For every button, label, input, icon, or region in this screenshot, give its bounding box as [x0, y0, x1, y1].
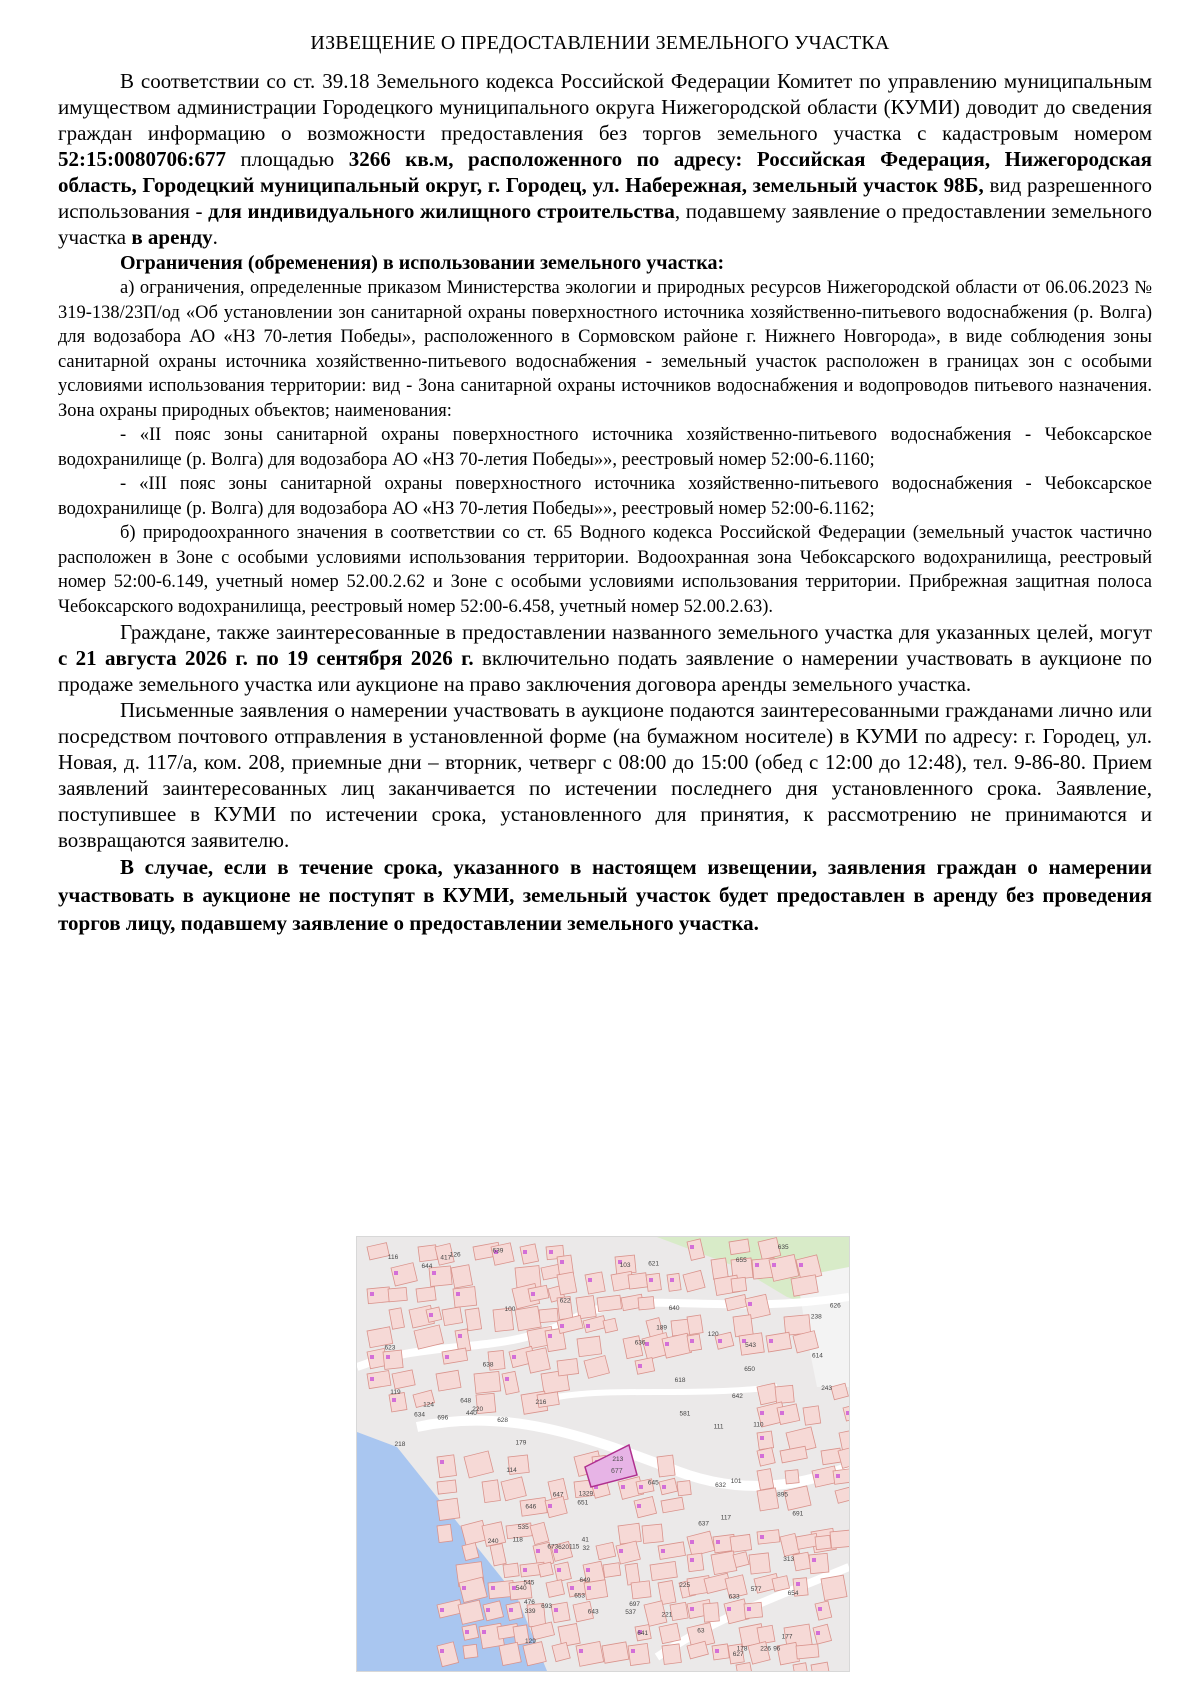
map-parcel-label: 110	[753, 1421, 764, 1429]
map-parcel	[465, 1308, 482, 1331]
map-building	[557, 1568, 561, 1572]
intro-paragraph	[58, 68, 1152, 250]
map-parcel	[772, 1576, 790, 1592]
map-parcel-label: 643	[587, 1608, 599, 1616]
map-building	[772, 1263, 776, 1267]
map-building	[796, 1582, 800, 1586]
map-building	[445, 1355, 449, 1359]
map-parcel	[659, 1623, 680, 1643]
map-parcel-label: 103	[619, 1262, 631, 1270]
map-parcel	[744, 1602, 763, 1618]
map-parcel-label: 440	[466, 1409, 477, 1417]
map-building	[621, 1485, 625, 1489]
map-parcel-label: 226	[760, 1645, 772, 1653]
map-building	[505, 1377, 509, 1381]
map-parcel-label: 339	[524, 1607, 536, 1615]
map-parcel	[436, 1370, 461, 1391]
map-parcel	[538, 1562, 553, 1577]
map-parcel-label: 111	[713, 1423, 724, 1431]
map-parcel-label: 642	[732, 1393, 743, 1400]
map-parcel-label: 895	[777, 1491, 788, 1499]
map-parcel	[749, 1553, 770, 1574]
map-parcel-label: 124	[423, 1401, 434, 1409]
map-parcel	[416, 1287, 436, 1302]
map-parcel	[618, 1523, 641, 1544]
map-parcel-label: 627	[732, 1651, 744, 1658]
intro-text-2: площадью	[225, 147, 349, 171]
map-parcel-label: 96	[773, 1645, 781, 1653]
map-parcel	[670, 1602, 688, 1620]
map-parcel	[603, 1563, 621, 1578]
map-building	[716, 1540, 720, 1544]
map-parcel	[463, 1644, 478, 1658]
lease-term: в аренду	[131, 225, 213, 249]
map-building	[639, 1485, 643, 1489]
map-parcel	[539, 1308, 558, 1322]
map-parcel-label: 621	[648, 1260, 660, 1268]
map-parcel-label: 646	[525, 1503, 537, 1511]
map-parcel-label: 654	[787, 1590, 799, 1598]
map-parcel-label: 225	[679, 1581, 691, 1589]
map-parcel	[757, 1383, 778, 1405]
map-building	[586, 1568, 590, 1572]
map-parcel	[712, 1644, 729, 1660]
map-parcel-label: 640	[668, 1304, 680, 1312]
map-parcel	[451, 1265, 473, 1288]
map-building	[755, 1263, 759, 1267]
map-parcel	[809, 1553, 829, 1573]
map-building	[649, 1278, 653, 1282]
map-building	[536, 1549, 540, 1553]
map-parcel-label: 691	[792, 1510, 804, 1518]
map-parcel-label: 648	[460, 1397, 472, 1405]
map-parcel	[546, 1580, 564, 1598]
map-building	[370, 1355, 374, 1359]
map-building	[619, 1549, 623, 1553]
map-parcel	[646, 1273, 661, 1291]
map-parcel-label: 178	[736, 1645, 748, 1653]
map-parcel-label: 540	[515, 1585, 527, 1593]
map-building	[818, 1607, 822, 1611]
map-building	[531, 1292, 535, 1296]
map-building	[662, 1485, 666, 1489]
map-parcel-label: 639	[492, 1247, 504, 1255]
map-parcel	[733, 1552, 749, 1568]
map-parcel-label: 216	[535, 1398, 547, 1406]
map-parcel-label: 635	[777, 1244, 789, 1251]
map-building	[645, 1342, 649, 1346]
map-parcel-label: 189	[656, 1324, 668, 1332]
map-parcel-label: 651	[577, 1499, 589, 1507]
map-parcel-label: 649	[579, 1577, 591, 1584]
map-parcel	[602, 1642, 629, 1663]
map-parcel	[429, 1266, 452, 1286]
map-building	[554, 1608, 558, 1612]
cadastral-map	[356, 1236, 850, 1672]
map-parcel-label: 623	[384, 1344, 396, 1352]
map-parcel-label: 118	[512, 1536, 523, 1544]
map-parcel	[662, 1644, 681, 1665]
map-building	[665, 1342, 669, 1346]
map-parcel	[437, 1480, 457, 1494]
map-parcel	[523, 1642, 546, 1666]
map-parcel-label: 545	[523, 1579, 535, 1587]
final-paragraph: В случае, если в течение срока, указанного в настоящем извещении, заявления граждан о намерении участвовать в аукционе не поступят в КУМИ, земельный участок будет предоставлен в аренду без проведения торгов лицу, подавшему заявление о предоставлении земельного участка.	[58, 855, 1152, 935]
map-building	[690, 1607, 694, 1611]
map-parcel	[803, 1406, 821, 1425]
map-building	[465, 1630, 469, 1634]
map-parcel	[711, 1258, 728, 1280]
map-building	[548, 1504, 552, 1508]
map-parcel	[830, 1530, 849, 1549]
map-building	[690, 1339, 694, 1343]
map-parcel-label: 100	[504, 1306, 516, 1314]
map-parcel	[418, 1245, 438, 1262]
map-building	[661, 1549, 665, 1553]
map-parcel	[757, 1625, 775, 1644]
map-parcel	[793, 1552, 811, 1571]
map-parcel	[796, 1644, 819, 1659]
map-parcel-label: 243	[821, 1385, 833, 1392]
map-parcel	[453, 1287, 477, 1308]
map-parcel-label: 647	[552, 1491, 564, 1499]
map-parcel	[785, 1470, 799, 1484]
map-building	[370, 1292, 374, 1296]
map-building	[523, 1568, 527, 1572]
map-parcel	[558, 1623, 580, 1646]
map-parcel	[597, 1295, 622, 1311]
map-parcel	[426, 1307, 442, 1322]
map-parcel	[821, 1575, 847, 1600]
map-building	[815, 1474, 819, 1478]
map-building	[570, 1586, 574, 1590]
map-building	[631, 1649, 635, 1653]
intro-text-4: , подавшему заявление о предоставлении земельного участка	[58, 199, 1152, 249]
map-parcel	[388, 1287, 407, 1301]
map-parcel-label: 115	[569, 1543, 580, 1551]
map-parcel-label: 581	[679, 1410, 691, 1418]
map-building	[560, 1324, 564, 1328]
map-parcel	[711, 1551, 737, 1575]
map-parcel	[757, 1448, 775, 1466]
map-parcel	[503, 1563, 519, 1577]
map-parcel-label: 221	[661, 1611, 673, 1619]
map-parcel-label: 218	[394, 1441, 406, 1449]
map-parcel	[437, 1498, 460, 1520]
map-parcel	[757, 1469, 774, 1490]
map-parcel-label: 653	[574, 1592, 586, 1600]
map-parcel-label: 126	[449, 1251, 461, 1259]
map-parcel-label: 41	[581, 1536, 589, 1544]
map-parcel-label: 476	[524, 1599, 535, 1607]
map-parcel-label: 101	[730, 1477, 742, 1485]
map-parcel-label: 32	[582, 1545, 590, 1553]
map-parcel	[551, 1602, 570, 1623]
target-parcel-label: 677	[611, 1468, 623, 1475]
map-parcel	[642, 1524, 663, 1543]
map-building	[718, 1339, 722, 1343]
map-building	[799, 1263, 803, 1267]
map-building	[690, 1558, 694, 1562]
map-building	[456, 1292, 460, 1296]
map-building	[370, 1377, 374, 1381]
map-parcel	[499, 1642, 521, 1665]
map-building	[670, 1278, 674, 1282]
map-parcel	[757, 1431, 774, 1450]
map-building	[715, 1649, 719, 1653]
map-parcel	[437, 1455, 456, 1478]
permitted-use: для индивидуального жилищного строительства	[208, 199, 675, 223]
map-parcel-label: 116	[387, 1254, 399, 1262]
map-building	[491, 1586, 495, 1590]
map-parcel	[635, 1358, 655, 1375]
map-building	[690, 1540, 694, 1544]
map-parcel-label: 535	[517, 1524, 529, 1532]
map-building	[780, 1411, 784, 1415]
map-parcel-label: 117	[720, 1514, 732, 1522]
map-parcel-label: 543	[745, 1342, 756, 1350]
application-dates: с 21 августа 2026 г. по 19 сентября 2026 г.	[58, 646, 474, 670]
map-parcel	[557, 1272, 577, 1295]
map-building	[769, 1339, 773, 1343]
map-building	[432, 1271, 436, 1275]
zone-iii-item: - «III пояс зоны санитарной охраны поверхностного источника хозяйственно-питьевого водоснабжения - Чебоксарское водохранилище (р. Волга) для водозабора АО «НЗ 70-летия Победы»», реестровый номер 52:00-6.1162;	[58, 474, 1152, 519]
map-parcel	[557, 1359, 579, 1376]
map-parcel-label: 622	[559, 1297, 571, 1305]
map-parcel-label: 645	[647, 1479, 659, 1487]
map-building	[386, 1355, 390, 1359]
map-parcel	[442, 1307, 463, 1326]
map-parcel-label: 636	[634, 1339, 646, 1347]
map-building	[816, 1631, 820, 1635]
map-parcel	[383, 1350, 403, 1369]
restrictions-heading: Ограничения (обременения) в использовании земельного участка:	[120, 252, 725, 274]
map-parcel	[577, 1336, 602, 1357]
map-building	[523, 1250, 527, 1254]
map-parcel-label: 641	[637, 1630, 649, 1637]
map-parcel-label: 238	[810, 1313, 822, 1321]
map-building	[760, 1411, 764, 1415]
map-parcel-label: 638	[482, 1361, 494, 1369]
map-building	[462, 1586, 466, 1590]
map-building	[458, 1334, 462, 1338]
map-parcel-label: 213	[612, 1455, 624, 1463]
map-parcel	[585, 1272, 605, 1294]
map-building	[512, 1355, 516, 1359]
map-parcel-label: 626	[829, 1302, 841, 1310]
map-parcel	[576, 1641, 604, 1666]
map-building	[727, 1607, 731, 1611]
map-parcel	[638, 1297, 654, 1310]
map-parcel	[628, 1273, 648, 1289]
map-parcel-label: 620	[558, 1544, 569, 1552]
map-parcel	[474, 1371, 501, 1393]
map-parcel	[687, 1315, 703, 1335]
intro-text-1: В соответствии со ст. 39.18 Земельного кодекса Российской Федерации Комитет по управлению муниципальным имуществом администрации Городецкого муниципального округа Нижегородской области (КУМИ) доводит до сведения граждан информацию о возможности предоставления без торгов земельного участка с кадастровым номером	[58, 69, 1152, 145]
cadastral-number: 52:15:0080706:677	[58, 147, 226, 171]
map-parcel	[603, 1318, 618, 1333]
map-parcel-label: 220	[472, 1406, 484, 1414]
citizens-text-1: Граждане, также заинтересованные в предоставлении названного земельного участка для указанных целей, могут	[120, 620, 1152, 644]
zone-ii-item: - «II пояс зоны санитарной охраны поверхностного источника хозяйственно-питьевого водоснабжения - Чебоксарское водохранилище (р. Волга) для водозабора АО «НЗ 70-летия Победы»», реестровый номер 52:00-6.1160;	[58, 425, 1152, 470]
map-parcel-label: 1329	[578, 1490, 594, 1498]
map-parcel-label: 313	[783, 1555, 795, 1563]
map-building	[747, 1607, 751, 1611]
map-building	[760, 1535, 764, 1539]
page-title: ИЗВЕЩЕНИЕ О ПРЕДОСТАВЛЕНИИ ЗЕМЕЛЬНОГО УЧАСТКА	[310, 32, 890, 54]
map-building	[394, 1271, 398, 1275]
map-parcel	[657, 1455, 675, 1477]
map-building	[509, 1608, 513, 1612]
intro-text-3: вид разрешенного использования -	[58, 173, 1152, 223]
map-parcel-label: 697	[629, 1601, 641, 1609]
map-parcel-label: 644	[421, 1262, 433, 1270]
restriction-a: а) ограничения, определенные приказом Министерства экологии и природных ресурсов Нижегородской области от 06.06.2023 № 319-138/23П/од «Об установлении зон санитарной охраны поверхностного источника хозяйственно-питьевого водоснабжения (р. Волга) для водозабора АО «НЗ 70-летия Победы», расположенного в Сормовском районе г. Нижнего Новгорода», в виде соблюдения зоны санитарной охраны источника хозяйственно-питьевого водоснабжения - земельный участок расположен в границах зон с особыми условиями использования территории: вид - Зона санитарной охраны источников водоснабжения и водопроводов питьевого назначения. Зона охраны природных объектов; наименования:	[58, 278, 1152, 421]
map-parcel-label: 119	[390, 1389, 401, 1397]
map-parcel-label: 577	[750, 1585, 762, 1593]
map-parcel	[757, 1488, 779, 1511]
map-building	[440, 1608, 444, 1612]
map-parcel	[833, 1468, 849, 1484]
map-parcel-label: 632	[715, 1481, 726, 1489]
map-parcel	[458, 1600, 484, 1624]
map-parcel-label: 120	[707, 1331, 719, 1338]
restriction-b: б) природоохранного значения в соответствии со ст. 65 Водного кодекса Российской Федерации (земельный участок частично расположен в Зоне с особыми условиями использования территории. Водоохранная зона Чебоксарского водохранилища, реестровый номер 52:00-6.149, учетный номер 52.00.2.62 и Зоне с особыми условиями использования территории. Прибрежная защитная полоса Чебоксарского водохранилища, реестровый номер 52:00-6.458, учетный номер 52.00.2.63).	[58, 523, 1152, 617]
map-parcel	[815, 1535, 831, 1549]
map-parcel-label: 614	[812, 1352, 823, 1360]
map-building	[392, 1398, 396, 1402]
citizens-text-2: включительно подать заявление о намерении участвовать в аукционе по продаже земельного участка или аукционе на право заключения договора аренды земельного участка.	[58, 646, 1152, 696]
map-parcel	[731, 1277, 747, 1292]
map-parcel	[687, 1334, 702, 1351]
map-building	[637, 1504, 641, 1508]
map-parcel	[775, 1385, 794, 1403]
map-parcel-label: 240	[487, 1538, 499, 1546]
map-building	[587, 1586, 591, 1590]
map-building	[760, 1436, 764, 1440]
map-parcel-label: 637	[698, 1520, 710, 1528]
map-parcel	[677, 1481, 691, 1496]
map-parcel	[733, 1315, 753, 1337]
map-building	[440, 1649, 444, 1653]
map-canvas	[357, 1237, 849, 1671]
map-building	[579, 1649, 583, 1653]
map-building	[440, 1460, 444, 1464]
map-building	[548, 1334, 552, 1338]
map-parcel-label: 63	[697, 1627, 705, 1635]
notice-body	[58, 68, 1152, 937]
map-parcel	[506, 1602, 523, 1620]
map-building	[549, 1250, 553, 1254]
map-parcel-label: 417	[440, 1254, 452, 1262]
map-parcel	[554, 1562, 571, 1582]
map-parcel	[526, 1348, 550, 1373]
map-building	[748, 1302, 752, 1306]
area-and-address: 3266 кв.м, расположенного по адресу: Российская Федерация, Нижегородская область, Городецкий муниципальный округ, г. Городец, ул. Набережная, земельный участок 98Б,	[58, 147, 1152, 197]
map-building	[760, 1454, 764, 1458]
map-building	[812, 1558, 816, 1562]
map-building	[588, 1278, 592, 1282]
map-building	[638, 1364, 642, 1368]
map-parcel	[687, 1553, 704, 1572]
map-parcel-label: 633	[728, 1593, 740, 1601]
map-parcel-label: 634	[414, 1411, 425, 1419]
map-parcel-label: 618	[674, 1377, 686, 1384]
map-parcel	[482, 1480, 500, 1503]
map-parcel	[462, 1624, 479, 1640]
map-parcel-label: 655	[735, 1256, 747, 1264]
map-parcel-label: 693	[541, 1603, 552, 1610]
map-parcel	[667, 1273, 681, 1291]
map-parcel-label: 650	[744, 1366, 756, 1374]
map-parcel	[730, 1534, 752, 1552]
map-parcel	[515, 1306, 541, 1331]
intro-text-5: .	[212, 225, 218, 249]
map-parcel	[650, 1561, 677, 1580]
map-building	[482, 1630, 486, 1634]
applications-paragraph: Письменные заявления о намерении участвовать в аукционе подаются заинтересованными гражданами лично или посредством почтового отправления в установленной форме (на бумажном носителе) в КУМИ по адресу: г. Городец, ул. Новая, д. 117/а, ком. 208, приемные дни – вторник, четверг с 08:00 до 15:00 (обед с 12:00 до 12:48), тел. 9-86-80. Прием заявлений заинтересованных лиц заканчивается по истечении последнего дня установленного срока. Заявление, поступившее в КУМИ по истечении срока, установленного для принятия, к рассмотрению не принимаются и возвращаются заявителю.	[58, 698, 1152, 852]
map-parcel	[703, 1603, 719, 1623]
map-parcel	[520, 1244, 539, 1264]
map-parcel-label: 179	[515, 1439, 527, 1447]
map-parcel	[628, 1643, 650, 1665]
map-building	[429, 1313, 433, 1317]
map-building	[486, 1608, 490, 1612]
map-parcel-label: 114	[506, 1467, 517, 1474]
map-parcel	[437, 1524, 453, 1542]
map-parcel-label: 537	[625, 1609, 637, 1617]
map-building	[586, 1324, 590, 1328]
map-parcel-label: 696	[437, 1414, 449, 1422]
map-building	[560, 1260, 564, 1264]
map-parcel	[729, 1239, 750, 1255]
map-building	[836, 1474, 840, 1478]
map-parcel-label: 628	[497, 1416, 509, 1424]
map-building	[846, 1411, 849, 1415]
map-parcel-label: 673	[547, 1543, 559, 1551]
citizens-paragraph	[58, 619, 1152, 697]
map-building	[690, 1245, 694, 1249]
map-parcel	[631, 1581, 651, 1599]
map-parcel-label: 177	[781, 1633, 793, 1641]
map-parcel	[791, 1275, 818, 1296]
map-parcel-label: 129	[525, 1637, 536, 1645]
